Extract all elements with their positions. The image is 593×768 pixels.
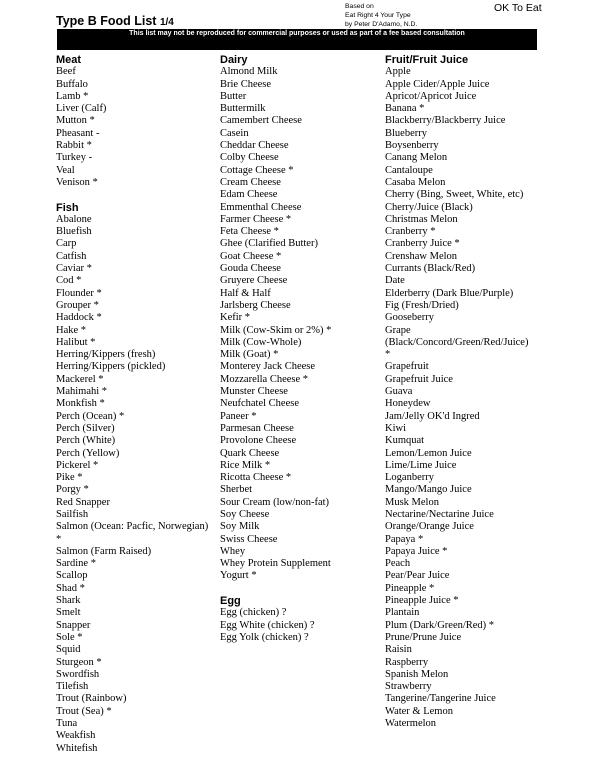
food-item: Currants (Black/Red) bbox=[385, 263, 476, 275]
food-item: Kiwi bbox=[385, 422, 406, 434]
section-heading: Fruit/Fruit Juice bbox=[385, 54, 469, 66]
food-item: Lemon/Lemon Juice bbox=[385, 447, 472, 459]
ok-to-eat-label: OK To Eat bbox=[494, 2, 542, 14]
food-item: Milk (Goat) * bbox=[220, 349, 279, 361]
food-item: Water & Lemon bbox=[385, 705, 453, 717]
food-item: Mahimahi * bbox=[56, 386, 108, 398]
food-item: Sardine * bbox=[56, 558, 96, 570]
food-item: Apple bbox=[385, 66, 411, 78]
food-item: Cherry (Bing, Sweet, White, etc) bbox=[385, 189, 524, 201]
food-item: Flounder * bbox=[56, 287, 102, 299]
food-item: Scallop bbox=[56, 570, 88, 582]
food-column-3 bbox=[385, 54, 550, 730]
food-item: Kefir * bbox=[220, 312, 251, 324]
food-item: Veal bbox=[56, 164, 75, 176]
food-item: Lamb * bbox=[56, 90, 89, 102]
food-item: Shad * bbox=[56, 582, 85, 594]
food-item: Egg (chicken) ? bbox=[220, 607, 287, 619]
food-item: Ghee (Clarified Butter) bbox=[220, 238, 318, 250]
food-item: Grapefruit Juice bbox=[385, 373, 453, 385]
food-item: Strawberry bbox=[385, 681, 432, 693]
food-item: Date bbox=[385, 275, 405, 287]
food-item: Watermelon bbox=[385, 718, 437, 730]
food-item: Weakfish bbox=[56, 730, 96, 742]
food-item: Whey Protein Supplement bbox=[220, 558, 331, 570]
food-item: Cranberry * bbox=[385, 226, 436, 238]
food-item: Caviar * bbox=[56, 263, 92, 275]
food-list bbox=[220, 607, 380, 644]
food-item: Neufchatel Cheese bbox=[220, 398, 300, 410]
food-item: Whitefish bbox=[56, 742, 98, 754]
food-item: Jam/Jelly OK'd Ingred bbox=[385, 410, 480, 422]
section-heading: Fish bbox=[56, 201, 79, 214]
food-item: Cantaloupe bbox=[385, 164, 433, 176]
food-item: Gooseberry bbox=[385, 312, 434, 324]
food-item: Soy Cheese bbox=[220, 508, 270, 520]
food-item: Grape bbox=[385, 324, 411, 336]
food-item: Squid bbox=[56, 644, 81, 656]
food-item: Cod * bbox=[56, 275, 82, 287]
food-item: Whey bbox=[220, 545, 246, 557]
food-item: Elderberry (Dark Blue/Purple) bbox=[385, 287, 514, 299]
food-item: Gruyere Cheese bbox=[220, 275, 288, 287]
food-item: Rice Milk * bbox=[220, 459, 271, 471]
food-item: Edam Cheese bbox=[220, 189, 278, 201]
food-item: Crenshaw Melon bbox=[385, 250, 458, 262]
food-item: Blueberry bbox=[385, 127, 427, 139]
food-item: Plantain bbox=[385, 607, 420, 619]
food-item: Pickerel * bbox=[56, 459, 99, 471]
food-list bbox=[220, 66, 380, 582]
food-item: Herring/Kippers (fresh) bbox=[56, 349, 156, 361]
food-item: Sherbet bbox=[220, 484, 253, 496]
food-item: Mozzarella Cheese * bbox=[220, 373, 309, 385]
food-item: Casein bbox=[220, 127, 249, 139]
food-item: Sole * bbox=[56, 631, 83, 643]
food-list bbox=[56, 214, 216, 755]
source-credit-line: Based on bbox=[345, 3, 374, 10]
food-item: Cherry/Juice (Black) bbox=[385, 201, 473, 213]
food-item: Porgy * bbox=[56, 484, 89, 496]
food-item: Beef bbox=[56, 66, 76, 78]
food-item: Grapefruit bbox=[385, 361, 429, 373]
food-item: * bbox=[56, 533, 62, 545]
food-item: Snapper bbox=[56, 619, 91, 631]
food-item: Canang Melon bbox=[385, 152, 448, 164]
food-item: Sour Cream (low/non-fat) bbox=[220, 496, 330, 508]
title-text: Type B Food List bbox=[56, 14, 157, 28]
food-item: Lime/Lime Juice bbox=[385, 459, 457, 471]
food-item: Tuna bbox=[56, 718, 78, 730]
food-item: Sturgeon * bbox=[56, 656, 102, 668]
food-item: Egg White (chicken) ? bbox=[220, 619, 315, 631]
food-item: Orange/Orange Juice bbox=[385, 521, 474, 533]
food-item: Milk (Cow-Whole) bbox=[220, 336, 302, 348]
food-item: Colby Cheese bbox=[220, 152, 279, 164]
food-item: Munster Cheese bbox=[220, 386, 288, 398]
section-heading: Egg bbox=[220, 595, 241, 608]
food-item: Banana * bbox=[385, 103, 425, 115]
food-item: Pheasant - bbox=[56, 127, 100, 139]
food-item: Feta Cheese * bbox=[220, 226, 279, 238]
food-item: Paneer * bbox=[220, 410, 257, 422]
food-item: Carp bbox=[56, 238, 77, 250]
food-item: Prune/Prune Juice bbox=[385, 631, 462, 643]
food-item: Abalone bbox=[56, 213, 92, 225]
food-item: Buffalo bbox=[56, 78, 88, 90]
food-item: Grouper * bbox=[56, 299, 99, 311]
food-item: Parmesan Cheese bbox=[220, 422, 294, 434]
food-item: Smelt bbox=[56, 607, 81, 619]
food-item: Sailfish bbox=[56, 508, 89, 520]
food-item: Apple Cider/Apple Juice bbox=[385, 78, 490, 90]
food-item: Salmon (Farm Raised) bbox=[56, 545, 152, 557]
notice-text: This list may not be reproduced for commercial purposes or used as part of a fee based consultation bbox=[129, 30, 465, 37]
notice-banner bbox=[57, 29, 537, 50]
food-item: Apricot/Apricot Juice bbox=[385, 90, 477, 102]
food-item: Mango/Mango Juice bbox=[385, 484, 472, 496]
food-item: Pike * bbox=[56, 472, 83, 484]
food-item: Yogurt * bbox=[220, 570, 257, 582]
food-item: Tilefish bbox=[56, 681, 89, 693]
food-item: Cheddar Cheese bbox=[220, 140, 289, 152]
food-item: Perch (Silver) bbox=[56, 422, 115, 434]
food-item: Hake * bbox=[56, 324, 87, 336]
food-item: Fig (Fresh/Dried) bbox=[385, 299, 459, 311]
food-item: Cream Cheese bbox=[220, 176, 281, 188]
food-list bbox=[385, 66, 550, 730]
food-item: Papaya Juice * bbox=[385, 545, 448, 557]
food-item: Papaya * bbox=[385, 533, 424, 545]
section-heading: Dairy bbox=[220, 54, 248, 66]
food-item: Buttermilk bbox=[220, 103, 266, 115]
food-item: Shark bbox=[56, 595, 81, 607]
food-item: Casaba Melon bbox=[385, 176, 446, 188]
food-item: Venison * bbox=[56, 176, 98, 188]
food-item: Tangerine/Tangerine Juice bbox=[385, 693, 496, 705]
food-item: Catfish bbox=[56, 250, 87, 262]
food-item: Guava bbox=[385, 386, 413, 398]
food-item: Loganberry bbox=[385, 472, 434, 484]
food-item: Trout (Rainbow) bbox=[56, 693, 127, 705]
food-column-1 bbox=[56, 54, 216, 755]
food-item: Quark Cheese bbox=[220, 447, 280, 459]
food-item: Swordfish bbox=[56, 668, 100, 680]
food-item: Provolone Cheese bbox=[220, 435, 297, 447]
food-item: Camembert Cheese bbox=[220, 115, 302, 127]
food-item: Gouda Cheese bbox=[220, 263, 281, 275]
food-item: Herring/Kippers (pickled) bbox=[56, 361, 166, 373]
food-list bbox=[56, 66, 216, 189]
food-item: Farmer Cheese * bbox=[220, 213, 292, 225]
food-item: Raspberry bbox=[385, 656, 429, 668]
food-item: Red Snapper bbox=[56, 496, 110, 508]
food-item: Raisin bbox=[385, 644, 412, 656]
food-item: Soy Milk bbox=[220, 521, 260, 533]
food-item: Monkfish * bbox=[56, 398, 105, 410]
food-item: Pear/Pear Juice bbox=[385, 570, 450, 582]
food-item: Milk (Cow-Skim or 2%) * bbox=[220, 324, 332, 336]
source-credit-line: by Peter D'Adamo, N.D. bbox=[345, 21, 418, 28]
food-item: Cranberry Juice * bbox=[385, 238, 460, 250]
food-item: Rabbit * bbox=[56, 140, 92, 152]
food-item: (Black/Concord/Green/Red/Juice) bbox=[385, 336, 529, 348]
food-item: Boysenberry bbox=[385, 140, 439, 152]
food-item: Almond Milk bbox=[220, 66, 278, 78]
food-item: Salmon (Ocean: Pacfic, Norwegian) bbox=[56, 521, 209, 533]
food-item: Blackberry/Blackberry Juice bbox=[385, 115, 506, 127]
food-item: Turkey - bbox=[56, 152, 93, 164]
food-item: Spanish Melon bbox=[385, 668, 449, 680]
food-item: Christmas Melon bbox=[385, 213, 458, 225]
food-item: Nectarine/Nectarine Juice bbox=[385, 508, 494, 520]
food-item: Perch (White) bbox=[56, 435, 116, 447]
food-item: Pineapple Juice * bbox=[385, 595, 459, 607]
food-item: Liver (Calf) bbox=[56, 103, 107, 115]
food-item: Butter bbox=[220, 90, 247, 102]
food-item: Egg Yolk (chicken) ? bbox=[220, 631, 309, 643]
food-item: Cottage Cheese * bbox=[220, 164, 294, 176]
food-item: Peach bbox=[385, 558, 411, 570]
food-item: Jarlsberg Cheese bbox=[220, 299, 291, 311]
food-item: Haddock * bbox=[56, 312, 102, 324]
food-item: Emmenthal Cheese bbox=[220, 201, 302, 213]
food-item: Trout (Sea) * bbox=[56, 705, 112, 717]
page-number: 1/4 bbox=[159, 17, 174, 28]
food-item: Monterey Jack Cheese bbox=[220, 361, 316, 373]
food-item: * bbox=[385, 349, 391, 361]
food-item: Pineapple * bbox=[385, 582, 435, 594]
food-item: Mutton * bbox=[56, 115, 95, 127]
food-item: Swiss Cheese bbox=[220, 533, 278, 545]
section-spacer bbox=[56, 189, 216, 201]
food-item: Musk Melon bbox=[385, 496, 439, 508]
section-spacer bbox=[220, 583, 380, 595]
source-credit-line: Eat Right 4 Your Type bbox=[345, 12, 411, 19]
section-heading: Meat bbox=[56, 54, 82, 66]
food-item: Honeydew bbox=[385, 398, 431, 410]
food-column-2 bbox=[220, 54, 380, 644]
food-item: Brie Cheese bbox=[220, 78, 272, 90]
food-item: Perch (Yellow) bbox=[56, 447, 120, 459]
page-title bbox=[56, 14, 174, 28]
food-item: Bluefish bbox=[56, 226, 92, 238]
food-item: Ricotta Cheese * bbox=[220, 472, 292, 484]
food-item: Kumquat bbox=[385, 435, 425, 447]
food-item: Plum (Dark/Green/Red) * bbox=[385, 619, 495, 631]
food-item: Half & Half bbox=[220, 287, 271, 299]
source-credit bbox=[345, 2, 417, 29]
food-item: Perch (Ocean) * bbox=[56, 410, 125, 422]
food-item: Halibut * bbox=[56, 336, 96, 348]
food-item: Mackerel * bbox=[56, 373, 104, 385]
food-item: Goat Cheese * bbox=[220, 250, 282, 262]
